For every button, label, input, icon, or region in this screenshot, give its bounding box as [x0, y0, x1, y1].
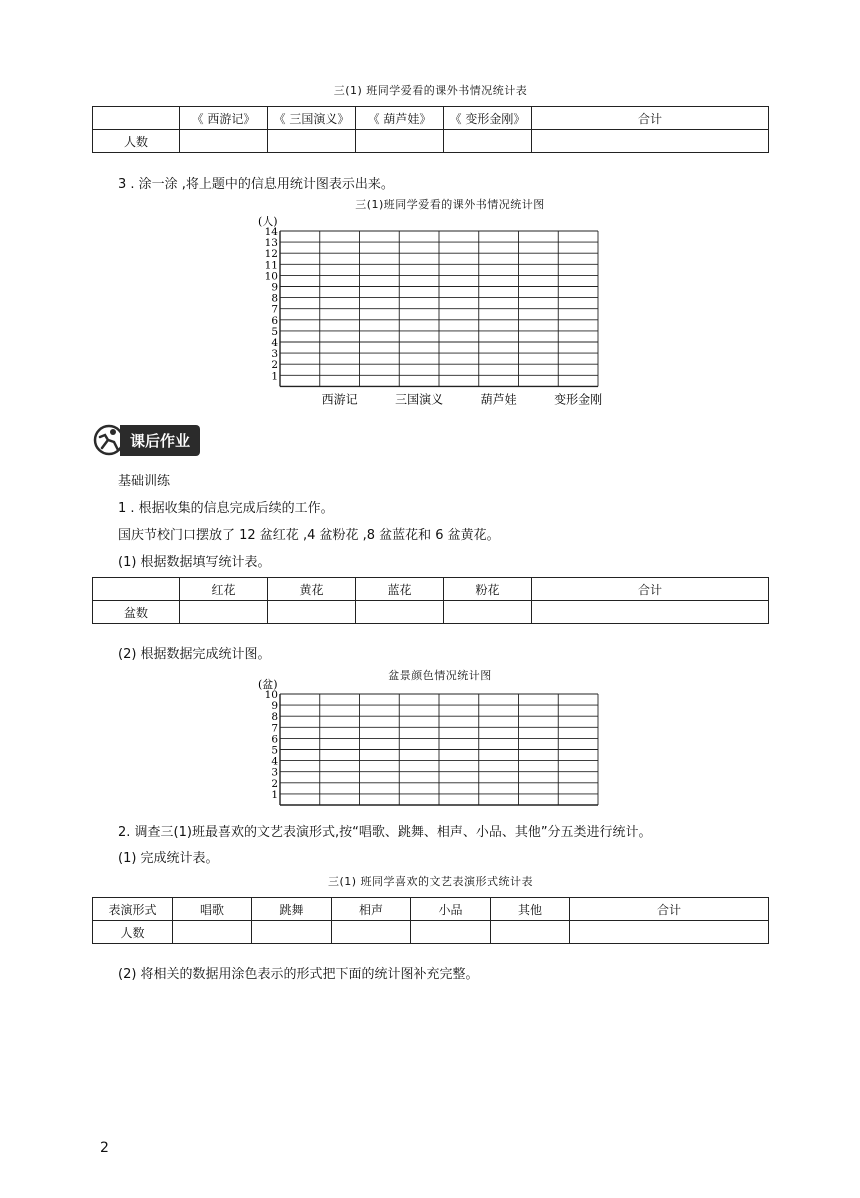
y-tick-label: 6: [271, 314, 278, 327]
table-caption-books: 三(1) 班同学爱看的课外书情况统计表: [333, 84, 528, 97]
chart-title-books: 三(1)班同学爱看的课外书情况统计图: [355, 198, 545, 211]
blank-cell[interactable]: [356, 601, 444, 624]
y-tick-label: 1: [271, 370, 278, 383]
table-header-cell: 合计: [570, 898, 769, 921]
y-tick-label: 14: [264, 226, 278, 238]
table-header-cell: 唱歌: [173, 898, 252, 921]
table-header-cell: 相声: [332, 898, 411, 921]
table-header-cell: 《 三国演义》: [268, 107, 356, 130]
table-header-row: [93, 107, 769, 130]
table-header-row: [93, 578, 769, 601]
blank-cell[interactable]: [268, 601, 356, 624]
y-tick-label: 12: [264, 248, 278, 261]
table-row: [93, 921, 769, 944]
y-tick-label: 7: [271, 303, 278, 316]
table-header-cell: 红花: [180, 578, 268, 601]
row-label: 人数: [93, 130, 180, 153]
blank-cell[interactable]: [570, 921, 769, 944]
y-tick-label: 5: [271, 325, 278, 338]
y-tick-label: 8: [271, 711, 278, 724]
books-stats-table: [92, 106, 769, 153]
y-tick-label: 11: [264, 259, 278, 272]
blank-cell[interactable]: [180, 130, 268, 153]
blank-cell[interactable]: [491, 921, 570, 944]
table-header-cell: [93, 107, 180, 130]
homework-banner-label: 课后作业: [120, 425, 200, 456]
x-category-label: 西游记: [321, 392, 358, 407]
table-caption-performance: 三(1) 班同学喜欢的文艺表演形式统计表: [327, 875, 534, 888]
question-1-text: 1 . 根据收集的信息完成后续的工作。: [118, 501, 334, 516]
table-header-cell: 黄花: [268, 578, 356, 601]
x-category-label: 三国演义: [395, 392, 444, 407]
table-header-row: [93, 898, 769, 921]
y-tick-label: 2: [271, 359, 278, 372]
y-axis-unit-label: (人): [258, 215, 278, 228]
y-tick-label: 1: [271, 788, 278, 801]
y-tick-label: 7: [271, 722, 278, 735]
y-tick-label: 3: [271, 766, 278, 779]
y-tick-label: 8: [271, 292, 278, 305]
chart-title-flowers: 盆景颜色情况统计图: [388, 669, 492, 682]
y-tick-label: 9: [271, 700, 278, 713]
table-header-cell: 合计: [532, 578, 769, 601]
table-header-cell: 《 西游记》: [180, 107, 268, 130]
table-header-cell: 粉花: [444, 578, 532, 601]
y-tick-label: 4: [271, 755, 278, 768]
table-row: [93, 130, 769, 153]
table-header-cell: 表演形式: [93, 898, 173, 921]
table-header-cell: 蓝花: [356, 578, 444, 601]
page-number: 2: [100, 1140, 109, 1156]
row-label: 人数: [93, 921, 173, 944]
flowers-bar-chart: [250, 673, 620, 813]
y-axis-unit-label: (盆): [258, 678, 278, 691]
y-tick-label: 2: [271, 777, 278, 790]
row-label: 盆数: [93, 601, 180, 624]
y-tick-label: 3: [271, 348, 278, 361]
performance-stats-table: [92, 897, 769, 944]
question-3-text: 3 . 涂一涂 ,将上题中的信息用统计图表示出来。: [118, 177, 394, 192]
y-tick-label: 10: [264, 270, 278, 283]
question-1-part-1: (1) 根据数据填写统计表。: [118, 555, 271, 570]
x-category-label: 变形金刚: [554, 392, 603, 407]
flower-stats-table: [92, 577, 769, 624]
table-header-cell: 《 变形金刚》: [444, 107, 532, 130]
blank-cell[interactable]: [332, 921, 411, 944]
blank-cell[interactable]: [532, 601, 769, 624]
y-tick-label: 6: [271, 733, 278, 746]
y-tick-label: 10: [264, 689, 278, 701]
y-tick-label: 13: [264, 237, 278, 250]
blank-cell[interactable]: [252, 921, 332, 944]
blank-cell[interactable]: [444, 601, 532, 624]
table-row: [93, 601, 769, 624]
blank-cell[interactable]: [356, 130, 444, 153]
y-tick-label: 5: [271, 744, 278, 757]
table-header-cell: [93, 578, 180, 601]
blank-cell[interactable]: [173, 921, 252, 944]
homework-banner: [92, 424, 200, 456]
blank-cell[interactable]: [444, 130, 532, 153]
question-1-part-2: (2) 根据数据完成统计图。: [118, 647, 271, 662]
blank-cell[interactable]: [411, 921, 491, 944]
blank-cell[interactable]: [180, 601, 268, 624]
blank-cell[interactable]: [268, 130, 356, 153]
x-category-label: 葫芦娃: [480, 392, 517, 407]
question-1-info: 国庆节校门口摆放了 12 盆红花 ,4 盆粉花 ,8 盆蓝花和 6 盆黄花。: [118, 528, 500, 543]
subheading-basic-training: 基础训练: [118, 474, 171, 489]
books-bar-chart: [250, 210, 620, 410]
table-header-cell: 《 葫芦娃》: [356, 107, 444, 130]
y-tick-label: 4: [271, 337, 278, 349]
table-header-cell: 其他: [491, 898, 570, 921]
question-2-part-1: (1) 完成统计表。: [118, 851, 219, 866]
blank-cell[interactable]: [532, 130, 769, 153]
y-tick-label: 9: [271, 281, 278, 294]
table-header-cell: 小品: [411, 898, 491, 921]
question-2-part-2: (2) 将相关的数据用涂色表示的形式把下面的统计图补充完整。: [118, 967, 479, 982]
table-header-cell: 合计: [532, 107, 769, 130]
question-2-text: 2. 调查三(1)班最喜欢的文艺表演形式,按“唱歌、跳舞、相声、小品、其他”分五类进行统计。: [118, 825, 652, 840]
table-header-cell: 跳舞: [252, 898, 332, 921]
